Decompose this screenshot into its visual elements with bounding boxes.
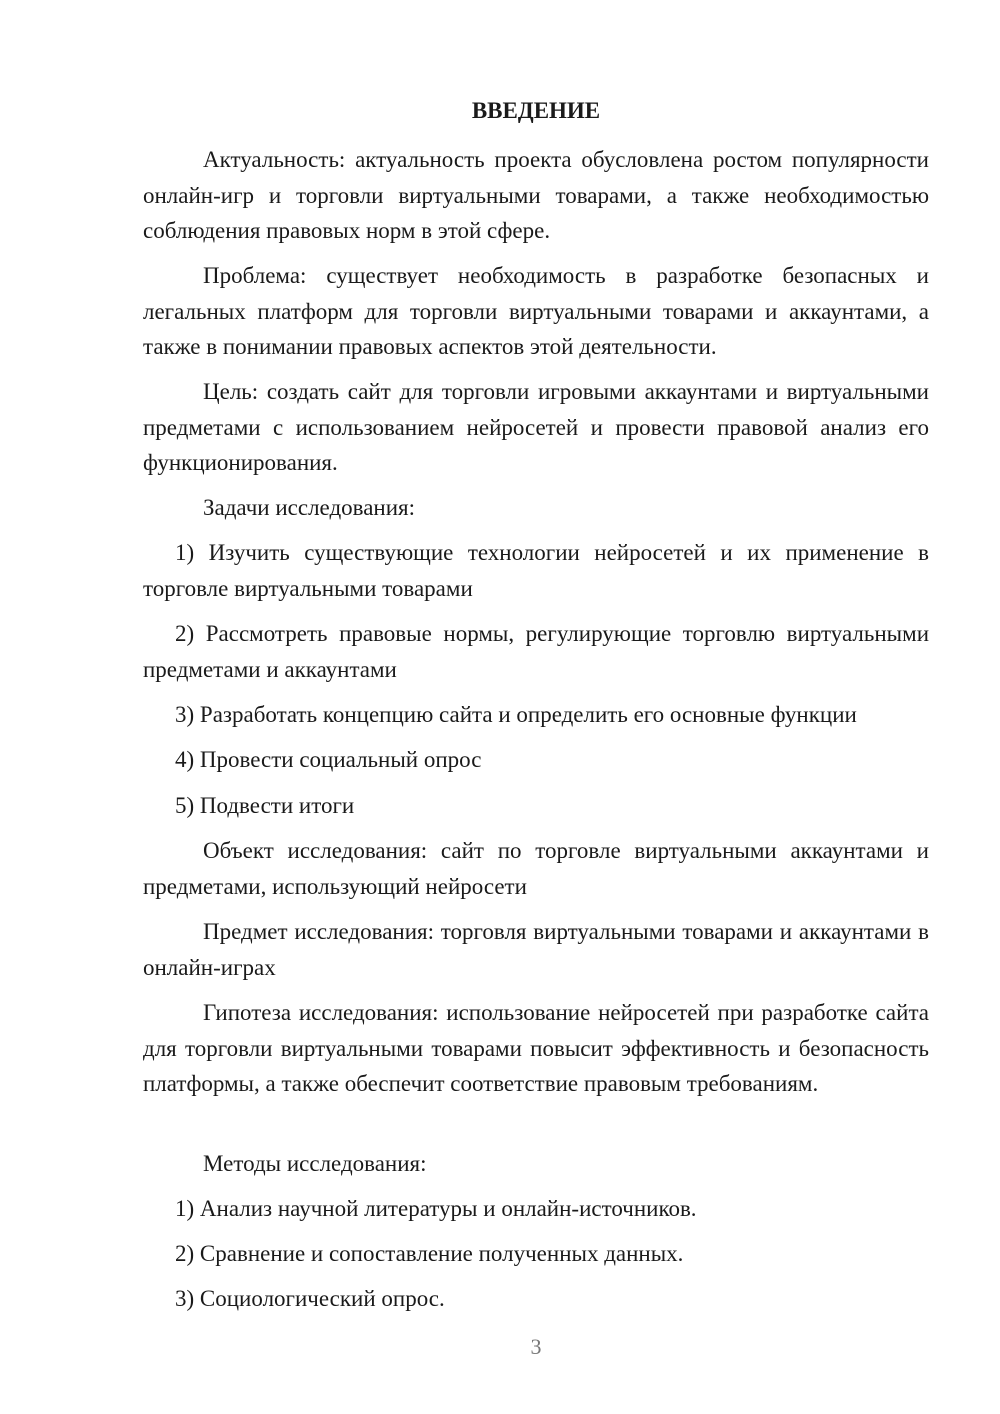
task-item: 4) Провести социальный опрос (175, 747, 482, 772)
tasks-heading: Задачи исследования: (203, 495, 416, 520)
methods-heading: Методы исследования: (203, 1151, 427, 1176)
page-number: 3 (530, 1334, 542, 1359)
subject-paragraph: Предмет исследования: торговля виртуальными товарами и аккаунтами в онлайн-играх (143, 919, 929, 980)
page-title: ВВЕДЕНИЕ (471, 98, 601, 123)
goal-paragraph: Цель: создать сайт для торговли игровыми аккаунтами и виртуальными предметами с использованием нейросетей и провести правовой анализ его функционирования. (143, 379, 929, 475)
method-item: 3) Социологический опрос. (175, 1286, 445, 1311)
hypothesis-paragraph: Гипотеза исследования: использование нейросетей при разработке сайта для торговли виртуальными товарами повысит эффективность и безопасность платформы, а также обеспечит соответствие правовым требованиям. (143, 1000, 929, 1096)
task-item: 1) Изучить существующие технологии нейросетей и их применение в торговле виртуальными товарами (143, 540, 929, 601)
task-item: 3) Разработать концепцию сайта и определить его основные функции (175, 702, 857, 727)
object-paragraph: Объект исследования: сайт по торговле виртуальными аккаунтами и предметами, использующий нейросети (143, 838, 929, 899)
method-item: 1) Анализ научной литературы и онлайн-источников. (175, 1196, 697, 1221)
problem-paragraph: Проблема: существует необходимость в разработке безопасных и легальных платформ для торговли виртуальными товарами и аккаунтами, а также в понимании правовых аспектов этой деятельности. (143, 263, 929, 359)
relevance-paragraph: Актуальность: актуальность проекта обусловлена ростом популярности онлайн-игр и торговли виртуальными товарами, а также необходимостью соблюдения правовых норм в этой сфере. (143, 147, 929, 243)
method-item: 2) Сравнение и сопоставление полученных данных. (175, 1241, 684, 1266)
task-item: 5) Подвести итоги (175, 793, 355, 818)
task-item: 2) Рассмотреть правовые нормы, регулирующие торговлю виртуальными предметами и аккаунтами (143, 621, 929, 682)
